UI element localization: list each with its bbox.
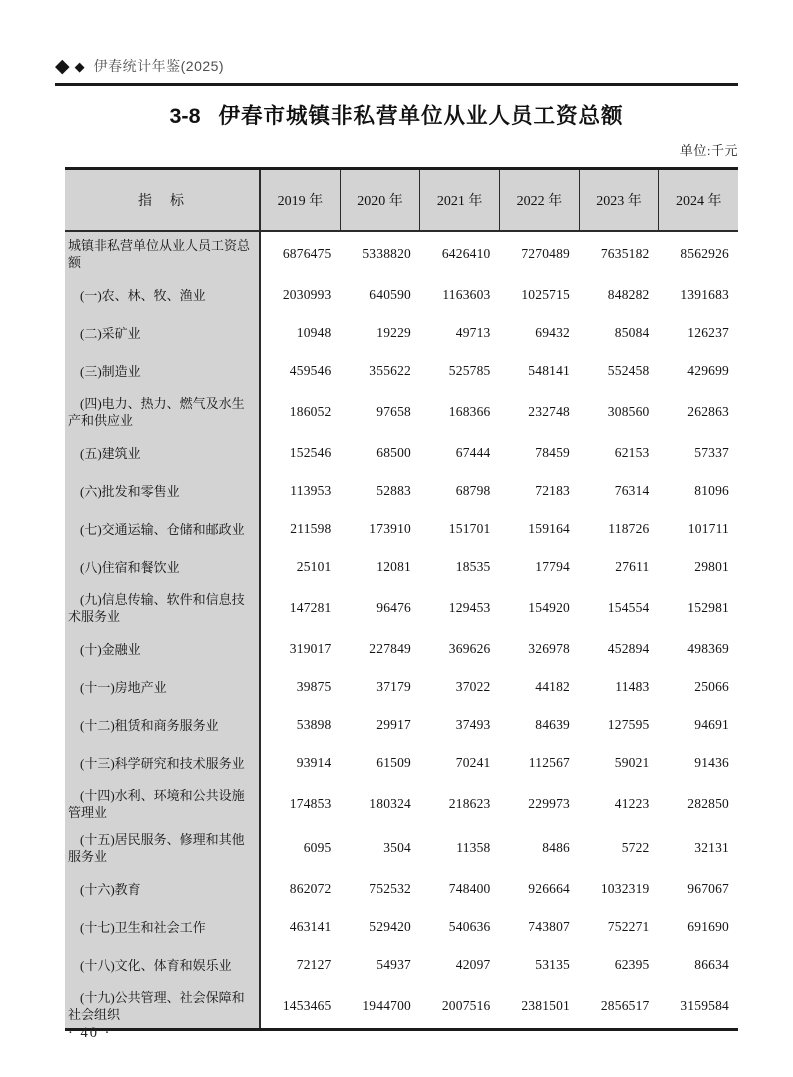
row-value: 525785 (448, 363, 491, 378)
unit-note: 单位:千元 (679, 143, 738, 158)
table-row (65, 706, 738, 744)
row-label: (一)农、林、牧、渔业 (65, 276, 261, 314)
row-value: 18535 (455, 559, 491, 574)
row-value: 12081 (376, 559, 411, 574)
row-value: 6426410 (441, 246, 491, 261)
table-row (65, 434, 738, 472)
row-value: 232748 (528, 404, 570, 419)
table-row (65, 472, 738, 510)
row-value: 25101 (296, 559, 332, 574)
row-value: 2856517 (600, 998, 650, 1013)
row-value: 118726 (608, 521, 650, 536)
row-value: 11358 (456, 840, 491, 855)
row-value: 429699 (687, 363, 729, 378)
row-value: 59021 (614, 755, 650, 770)
row-label: (三)制造业 (65, 352, 261, 390)
row-value: 39875 (296, 679, 332, 694)
row-value: 76314 (614, 483, 650, 498)
row-value: 147281 (289, 600, 332, 615)
header-cell-indicator: 指 标 (65, 170, 261, 230)
row-value: 5722 (621, 840, 650, 855)
row-label: (五)建筑业 (65, 434, 261, 472)
row-value: 319017 (289, 641, 332, 656)
row-value: 41223 (614, 796, 650, 811)
table-row (65, 548, 738, 586)
row-value: 126237 (687, 325, 729, 340)
row-label: (十七)卫生和社会工作 (65, 908, 261, 946)
row-value: 62153 (614, 445, 650, 460)
row-value: 49713 (455, 325, 491, 340)
row-value: 37022 (455, 679, 491, 694)
row-value: 452894 (607, 641, 650, 656)
row-value: 91436 (694, 755, 729, 770)
row-value: 25066 (694, 679, 729, 694)
row-value: 227849 (369, 641, 411, 656)
row-value: 93914 (296, 755, 332, 770)
row-value: 529420 (369, 919, 411, 934)
row-value: 6095 (303, 840, 332, 855)
row-value: 691690 (687, 919, 729, 934)
header-cell-2019: 2019 年 (261, 170, 341, 230)
row-label: (八)住宿和餐饮业 (65, 548, 261, 586)
row-value: 548141 (528, 363, 570, 378)
row-label: (十八)文化、体育和娱乐业 (65, 946, 261, 984)
row-value: 152981 (687, 600, 729, 615)
row-value: 29801 (694, 559, 729, 574)
table-row (65, 390, 738, 434)
row-value: 61509 (376, 755, 411, 770)
table-number: 3-8 (169, 104, 201, 128)
row-value: 70241 (455, 755, 491, 770)
row-value: 42097 (455, 957, 491, 972)
header-cell-2021: 2021 年 (420, 170, 500, 230)
row-value: 2381501 (521, 998, 570, 1013)
table-title-text: 伊春市城镇非私营单位从业人员工资总额 (218, 104, 624, 128)
running-head (55, 56, 738, 86)
row-value: 3504 (383, 840, 411, 855)
row-value: 211598 (290, 521, 332, 536)
row-label: (六)批发和零售业 (65, 472, 261, 510)
row-value: 355622 (369, 363, 411, 378)
table-row (65, 510, 738, 548)
row-label: (四)电力、热力、燃气及水生产和供应业 (65, 390, 261, 434)
row-value: 94691 (694, 717, 729, 732)
row-value: 97658 (376, 404, 411, 419)
row-value: 17794 (535, 559, 570, 574)
row-value: 127595 (607, 717, 650, 732)
row-value: 173910 (369, 521, 411, 536)
row-value: 1453465 (282, 998, 332, 1013)
row-value: 7270489 (521, 246, 570, 261)
row-value: 52883 (376, 483, 411, 498)
row-value: 752271 (607, 919, 650, 934)
row-value: 862072 (289, 881, 332, 896)
row-label: (九)信息传输、软件和信息技术服务业 (65, 586, 261, 630)
table-row (65, 826, 738, 870)
row-value: 85084 (614, 325, 650, 340)
row-value: 32131 (694, 840, 729, 855)
diamond-icon-small: ◆ (74, 58, 85, 74)
row-value: 967067 (687, 881, 729, 896)
row-value: 262863 (687, 404, 729, 419)
page-title (0, 99, 793, 130)
row-value: 459546 (289, 363, 332, 378)
row-value: 926664 (528, 881, 570, 896)
row-label: (十五)居民服务、修理和其他服务业 (65, 826, 261, 870)
row-label: (七)交通运输、仓储和邮政业 (65, 510, 261, 548)
row-value: 498369 (687, 641, 729, 656)
row-value: 308560 (607, 404, 650, 419)
header-cell-2023: 2023 年 (580, 170, 660, 230)
row-label: (十一)房地产业 (65, 668, 261, 706)
row-value: 27611 (615, 559, 650, 574)
table-row (65, 908, 738, 946)
row-value: 72183 (535, 483, 570, 498)
row-value: 53135 (535, 957, 570, 972)
table-row (65, 870, 738, 908)
row-value: 186052 (289, 404, 332, 419)
row-value: 463141 (289, 919, 332, 934)
row-value: 19229 (376, 325, 411, 340)
row-value: 743807 (528, 919, 570, 934)
row-value: 174853 (289, 796, 332, 811)
yearbook-edition-label: 伊春统计年鉴(2025) (93, 58, 225, 74)
row-label: (十三)科学研究和技术服务业 (65, 744, 261, 782)
row-label: 城镇非私营单位从业人员工资总额 (65, 232, 261, 276)
row-value: 68500 (376, 445, 411, 460)
row-value: 159164 (528, 521, 570, 536)
row-value: 848282 (607, 287, 650, 302)
table-header-row (65, 170, 738, 232)
row-value: 112567 (528, 755, 570, 770)
row-value: 282850 (687, 796, 729, 811)
row-value: 552458 (607, 363, 650, 378)
table-row (65, 744, 738, 782)
row-value: 1163603 (442, 287, 491, 302)
table-row (65, 232, 738, 276)
table-row (65, 946, 738, 984)
table-row (65, 984, 738, 1028)
row-value: 129453 (448, 600, 491, 615)
row-value: 10948 (296, 325, 332, 340)
row-value: 154920 (528, 600, 570, 615)
table-body (65, 232, 738, 1028)
row-value: 84639 (535, 717, 570, 732)
table-row (65, 276, 738, 314)
row-label: (二)采矿业 (65, 314, 261, 352)
row-label: (十四)水利、环境和公共设施管理业 (65, 782, 261, 826)
row-value: 86634 (694, 957, 729, 972)
row-value: 37493 (455, 717, 491, 732)
row-value: 180324 (369, 796, 411, 811)
table-row (65, 630, 738, 668)
row-value: 540636 (448, 919, 491, 934)
row-value: 81096 (694, 483, 729, 498)
row-value: 154554 (607, 600, 650, 615)
row-value: 29917 (376, 717, 411, 732)
row-value: 152546 (289, 445, 332, 460)
diamond-icon-large: ◆ (55, 55, 70, 77)
row-label: (十)金融业 (65, 630, 261, 668)
row-value: 72127 (296, 957, 332, 972)
row-value: 218623 (448, 796, 491, 811)
row-value: 326978 (528, 641, 570, 656)
row-value: 53898 (296, 717, 332, 732)
table-row (65, 352, 738, 390)
row-label: (十二)租赁和商务服务业 (65, 706, 261, 744)
table-row (65, 782, 738, 826)
row-value: 2007516 (441, 998, 491, 1013)
row-value: 57337 (694, 445, 729, 460)
row-label: (十九)公共管理、社会保障和社会组织 (65, 984, 261, 1028)
table-row (65, 314, 738, 352)
row-value: 37179 (376, 679, 411, 694)
row-value: 2030993 (282, 287, 332, 302)
row-value: 96476 (376, 600, 411, 615)
row-value: 640590 (369, 287, 411, 302)
row-value: 113953 (290, 483, 332, 498)
table-row (65, 586, 738, 630)
row-value: 44182 (535, 679, 570, 694)
row-value: 101711 (687, 521, 729, 536)
row-value: 748400 (448, 881, 491, 896)
row-value: 1025715 (521, 287, 570, 302)
statistics-table (65, 167, 738, 1031)
row-value: 1944700 (362, 998, 411, 1013)
row-value: 62395 (614, 957, 650, 972)
row-value: 151701 (448, 521, 491, 536)
header-cell-2024: 2024 年 (675, 194, 722, 209)
row-value: 369626 (448, 641, 491, 656)
row-value: 752532 (369, 881, 411, 896)
row-value: 7635182 (600, 246, 650, 261)
row-value: 5338820 (362, 246, 411, 261)
row-value: 168366 (448, 404, 491, 419)
table-row (65, 668, 738, 706)
page-number: · 40 · (68, 1025, 112, 1041)
row-value: 69432 (535, 325, 570, 340)
row-value: 1391683 (680, 287, 729, 302)
row-value: 6876475 (282, 246, 332, 261)
row-value: 8486 (542, 840, 570, 855)
row-value: 229973 (528, 796, 570, 811)
header-cell-2020: 2020 年 (341, 170, 421, 230)
row-value: 78459 (535, 445, 570, 460)
header-cell-2022: 2022 年 (500, 170, 580, 230)
row-value: 11483 (615, 679, 650, 694)
row-value: 68798 (455, 483, 491, 498)
row-value: 8562926 (680, 246, 729, 261)
row-value: 67444 (455, 445, 491, 460)
row-value: 3159584 (680, 998, 729, 1013)
row-label: (十六)教育 (65, 870, 261, 908)
row-value: 54937 (376, 957, 411, 972)
row-value: 1032319 (600, 881, 650, 896)
